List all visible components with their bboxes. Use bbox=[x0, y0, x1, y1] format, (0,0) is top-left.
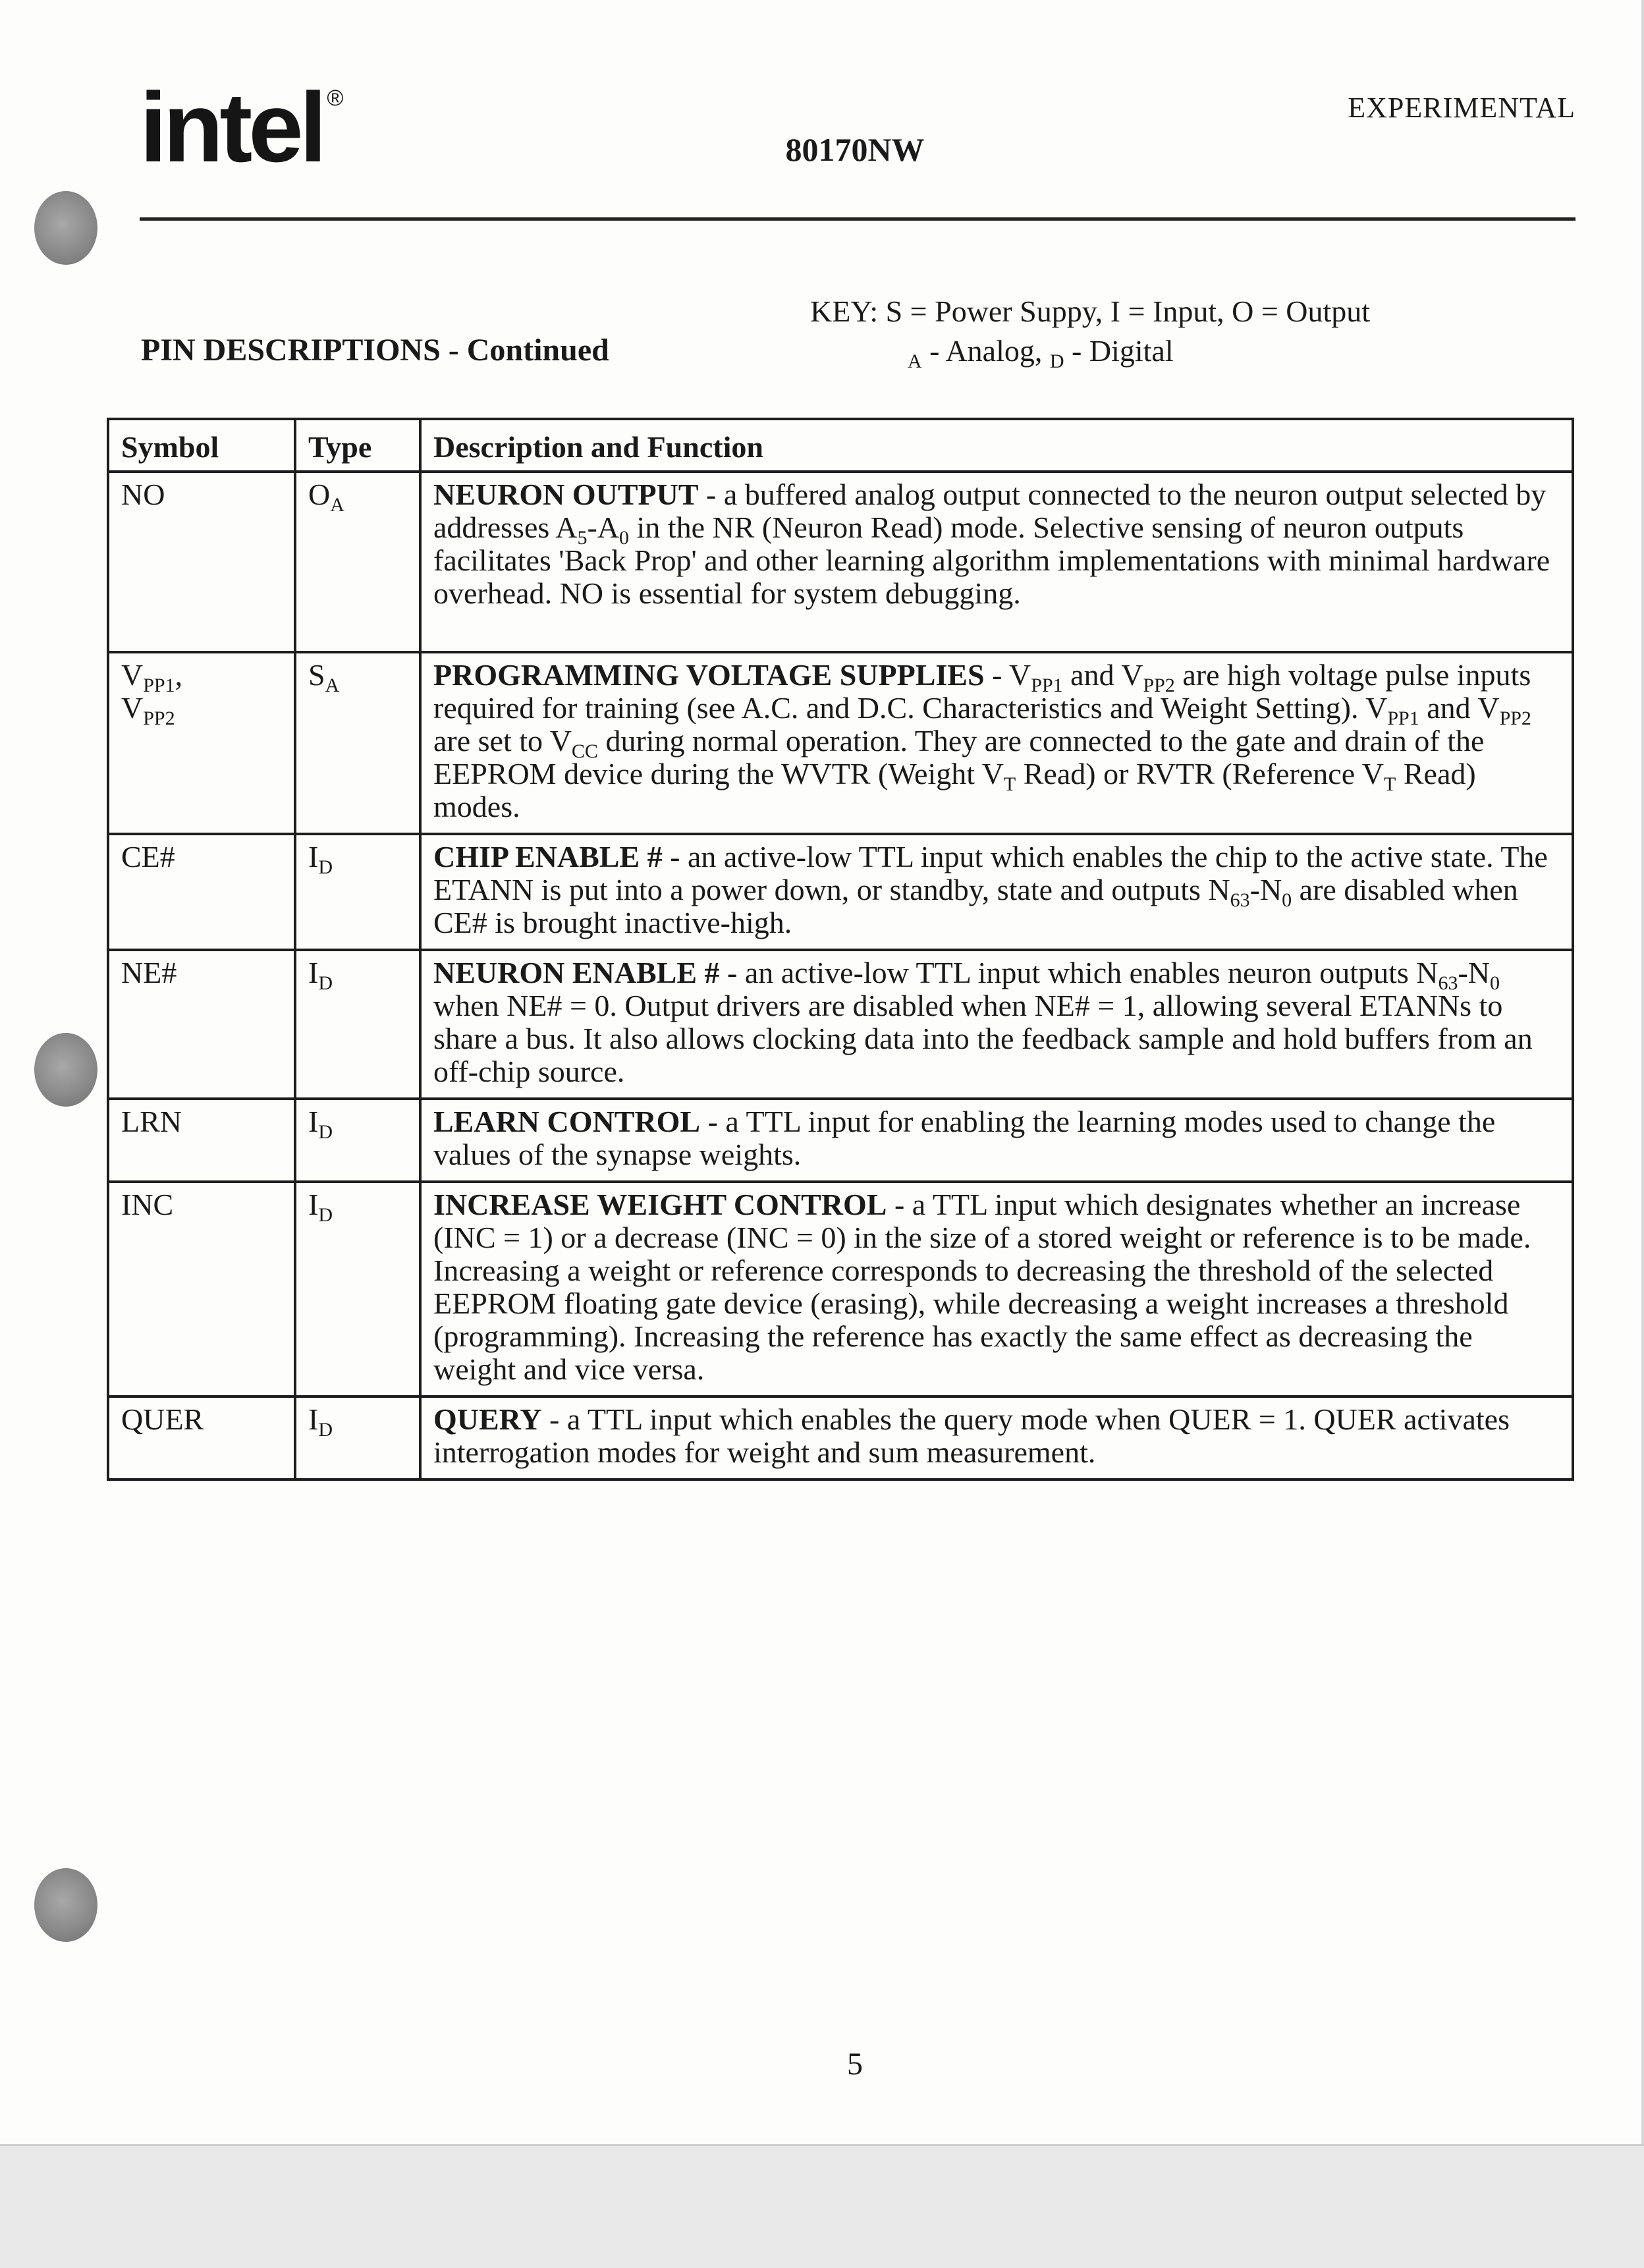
symbol-subscript: PP1 bbox=[143, 675, 175, 697]
pin-type-base: I bbox=[308, 1188, 319, 1221]
desc-text: - V bbox=[984, 658, 1031, 692]
pin-function-name: LEARN CONTROL bbox=[433, 1105, 701, 1138]
desc-text: during normal operation. They are connected to the gate and drain of the EEPROM device during the WVTR (Weight V bbox=[433, 724, 1485, 790]
desc-subscript: 0 bbox=[619, 527, 630, 549]
header-divider bbox=[140, 217, 1576, 221]
status-label: EXPERIMENTAL bbox=[1348, 92, 1576, 124]
desc-subscript: 5 bbox=[577, 527, 588, 549]
desc-subscript: T bbox=[1384, 773, 1396, 796]
desc-subscript: 0 bbox=[1282, 889, 1292, 912]
punch-hole-top bbox=[34, 191, 97, 265]
desc-subscript: CC bbox=[571, 740, 598, 763]
scanner-background bbox=[0, 2144, 1644, 2268]
registered-mark: ® bbox=[327, 86, 340, 111]
pin-description bbox=[420, 1182, 1573, 1397]
desc-subscript: 63 bbox=[1230, 889, 1250, 912]
table-row bbox=[108, 1099, 1573, 1182]
desc-text: Read) or RVTR (Reference V bbox=[1016, 757, 1384, 790]
desc-text: and V bbox=[1062, 658, 1143, 692]
pin-symbol: NE# bbox=[108, 950, 295, 1099]
desc-text: -N bbox=[1458, 956, 1491, 989]
desc-text: in the NR (Neuron Read) mode. Selective sensing of neuron outputs facilitates 'Back Prop' and other learning algorithm implementations with minimal hardware overhead. NO is essential for system debugging. bbox=[433, 511, 1550, 610]
desc-subscript: T bbox=[1003, 773, 1016, 796]
punch-hole-middle bbox=[34, 1033, 97, 1107]
page-title: 80170NW bbox=[785, 131, 925, 168]
pin-type bbox=[295, 1182, 420, 1397]
page-number: 5 bbox=[847, 2047, 863, 2082]
desc-text: are high voltage pulse inputs required for training (see A.C. and D.C. Characteristics and Weight Setting). V bbox=[433, 658, 1531, 725]
pin-function-name: CHIP ENABLE # bbox=[433, 840, 663, 873]
table-row bbox=[108, 652, 1573, 834]
table-row bbox=[108, 472, 1573, 652]
pin-description bbox=[420, 472, 1573, 652]
column-header-symbol: Symbol bbox=[108, 419, 295, 472]
desc-subscript: 0 bbox=[1490, 972, 1500, 995]
desc-text: are disabled when CE# is brought inactive-high. bbox=[433, 873, 1518, 939]
pin-type-subscript: D bbox=[318, 1419, 333, 1441]
key-digital-text: - Digital bbox=[1064, 334, 1174, 368]
pin-function-name: NEURON OUTPUT bbox=[433, 478, 699, 511]
pin-description bbox=[420, 834, 1573, 950]
desc-text: when NE# = 0. Output drivers are disabled when NE# = 1, allowing several ETANNs to share a bus. It also allows clocking data into the feedback sample and hold buffers from an off-chip source. bbox=[433, 989, 1533, 1088]
pin-type-subscript: A bbox=[330, 494, 344, 516]
pin-type bbox=[295, 1099, 420, 1182]
table-row bbox=[108, 834, 1573, 950]
key-analog-text: - Analog, bbox=[921, 334, 1050, 368]
table-row bbox=[108, 1397, 1573, 1480]
pin-function-name: NEURON ENABLE # bbox=[433, 956, 720, 989]
pin-type-subscript: D bbox=[318, 1121, 333, 1144]
pin-symbol: LRN bbox=[108, 1099, 295, 1182]
desc-subscript: PP2 bbox=[1499, 707, 1531, 730]
pin-function-name: PROGRAMMING VOLTAGE SUPPLIES bbox=[433, 658, 985, 692]
pin-symbol: CE# bbox=[108, 834, 295, 950]
punch-hole-bottom bbox=[34, 1868, 97, 1942]
desc-text: -N bbox=[1249, 873, 1282, 906]
column-header-description: Description and Function bbox=[420, 419, 1573, 472]
pin-type bbox=[295, 472, 420, 652]
pin-symbol bbox=[108, 652, 295, 834]
pin-function-name: QUERY bbox=[433, 1402, 542, 1436]
pin-type-base: I bbox=[308, 956, 319, 989]
pin-description bbox=[420, 652, 1573, 834]
pin-type-subscript: D bbox=[318, 856, 333, 879]
symbol-text: V bbox=[121, 691, 144, 725]
key-legend-line2 bbox=[908, 333, 1174, 373]
symbol-text: V bbox=[121, 658, 144, 692]
key-digital-subscript: D bbox=[1049, 350, 1064, 373]
pin-type-base: O bbox=[308, 478, 331, 511]
pin-description bbox=[420, 950, 1573, 1099]
pin-type bbox=[295, 950, 420, 1099]
desc-subscript: PP1 bbox=[1387, 707, 1419, 730]
pin-type-base: I bbox=[308, 1402, 319, 1436]
pin-type-base: I bbox=[308, 1105, 319, 1138]
desc-text: Read) modes. bbox=[433, 757, 1476, 823]
table-header-row bbox=[108, 419, 1573, 472]
logo-text: intel bbox=[140, 72, 323, 182]
section-heading: PIN DESCRIPTIONS - Continued bbox=[141, 333, 609, 368]
desc-subscript: PP1 bbox=[1031, 675, 1063, 697]
pin-type bbox=[295, 834, 420, 950]
pin-type-base: I bbox=[308, 840, 319, 873]
table-row bbox=[108, 1182, 1573, 1397]
symbol-text: , bbox=[175, 658, 183, 692]
desc-text: - an active-low TTL input which enables the chip to the active state. The ETANN is put into a power down, or standby, state and outputs N bbox=[433, 840, 1548, 906]
pin-function-name: INCREASE WEIGHT CONTROL bbox=[433, 1188, 887, 1221]
pin-description bbox=[420, 1397, 1573, 1480]
key-legend-line1: KEY: S = Power Suppy, I = Input, O = Output bbox=[810, 294, 1371, 328]
table-row bbox=[108, 950, 1573, 1099]
desc-text: - a TTL input which designates whether an increase (INC = 1) or a decrease (INC = 0) in the size of a stored weight or reference is to be made. Increasing a weight or reference corresponds to decreasing the threshold of the selected EEPROM floating gate device (erasing), while decreasing a weight increases a threshold (programming). Increasing the reference has exactly the same effect as decreasing the weight and vice versa. bbox=[433, 1188, 1531, 1386]
pin-description bbox=[420, 1099, 1573, 1182]
desc-subscript: 63 bbox=[1438, 972, 1458, 995]
desc-text: - a buffered analog output connected to the neuron output selected by addresses A bbox=[433, 478, 1547, 544]
key-analog-subscript: A bbox=[908, 350, 922, 373]
desc-text: - a TTL input for enabling the learning modes used to change the values of the synapse weights. bbox=[433, 1105, 1496, 1171]
pin-type-subscript: D bbox=[318, 972, 333, 995]
desc-text: are set to V bbox=[433, 724, 572, 758]
desc-text: and V bbox=[1419, 691, 1500, 725]
pin-symbol: QUER bbox=[108, 1397, 295, 1480]
pin-symbol: INC bbox=[108, 1182, 295, 1397]
pin-descriptions-table bbox=[107, 418, 1574, 1481]
desc-text: - a TTL input which enables the query mode when QUER = 1. QUER activates interrogation modes for weight and sum measurement. bbox=[433, 1402, 1510, 1469]
pin-type-subscript: D bbox=[318, 1204, 333, 1227]
pin-symbol: NO bbox=[108, 472, 295, 652]
desc-subscript: PP2 bbox=[1143, 675, 1175, 697]
symbol-subscript: PP2 bbox=[143, 707, 175, 730]
pin-type-base: S bbox=[308, 658, 325, 692]
pin-type-subscript: A bbox=[325, 675, 340, 697]
column-header-type: Type bbox=[295, 419, 420, 472]
desc-text: -A bbox=[587, 511, 620, 544]
pin-type bbox=[295, 1397, 420, 1480]
pin-type bbox=[295, 652, 420, 834]
desc-text: - an active-low TTL input which enables neuron outputs N bbox=[719, 956, 1438, 989]
